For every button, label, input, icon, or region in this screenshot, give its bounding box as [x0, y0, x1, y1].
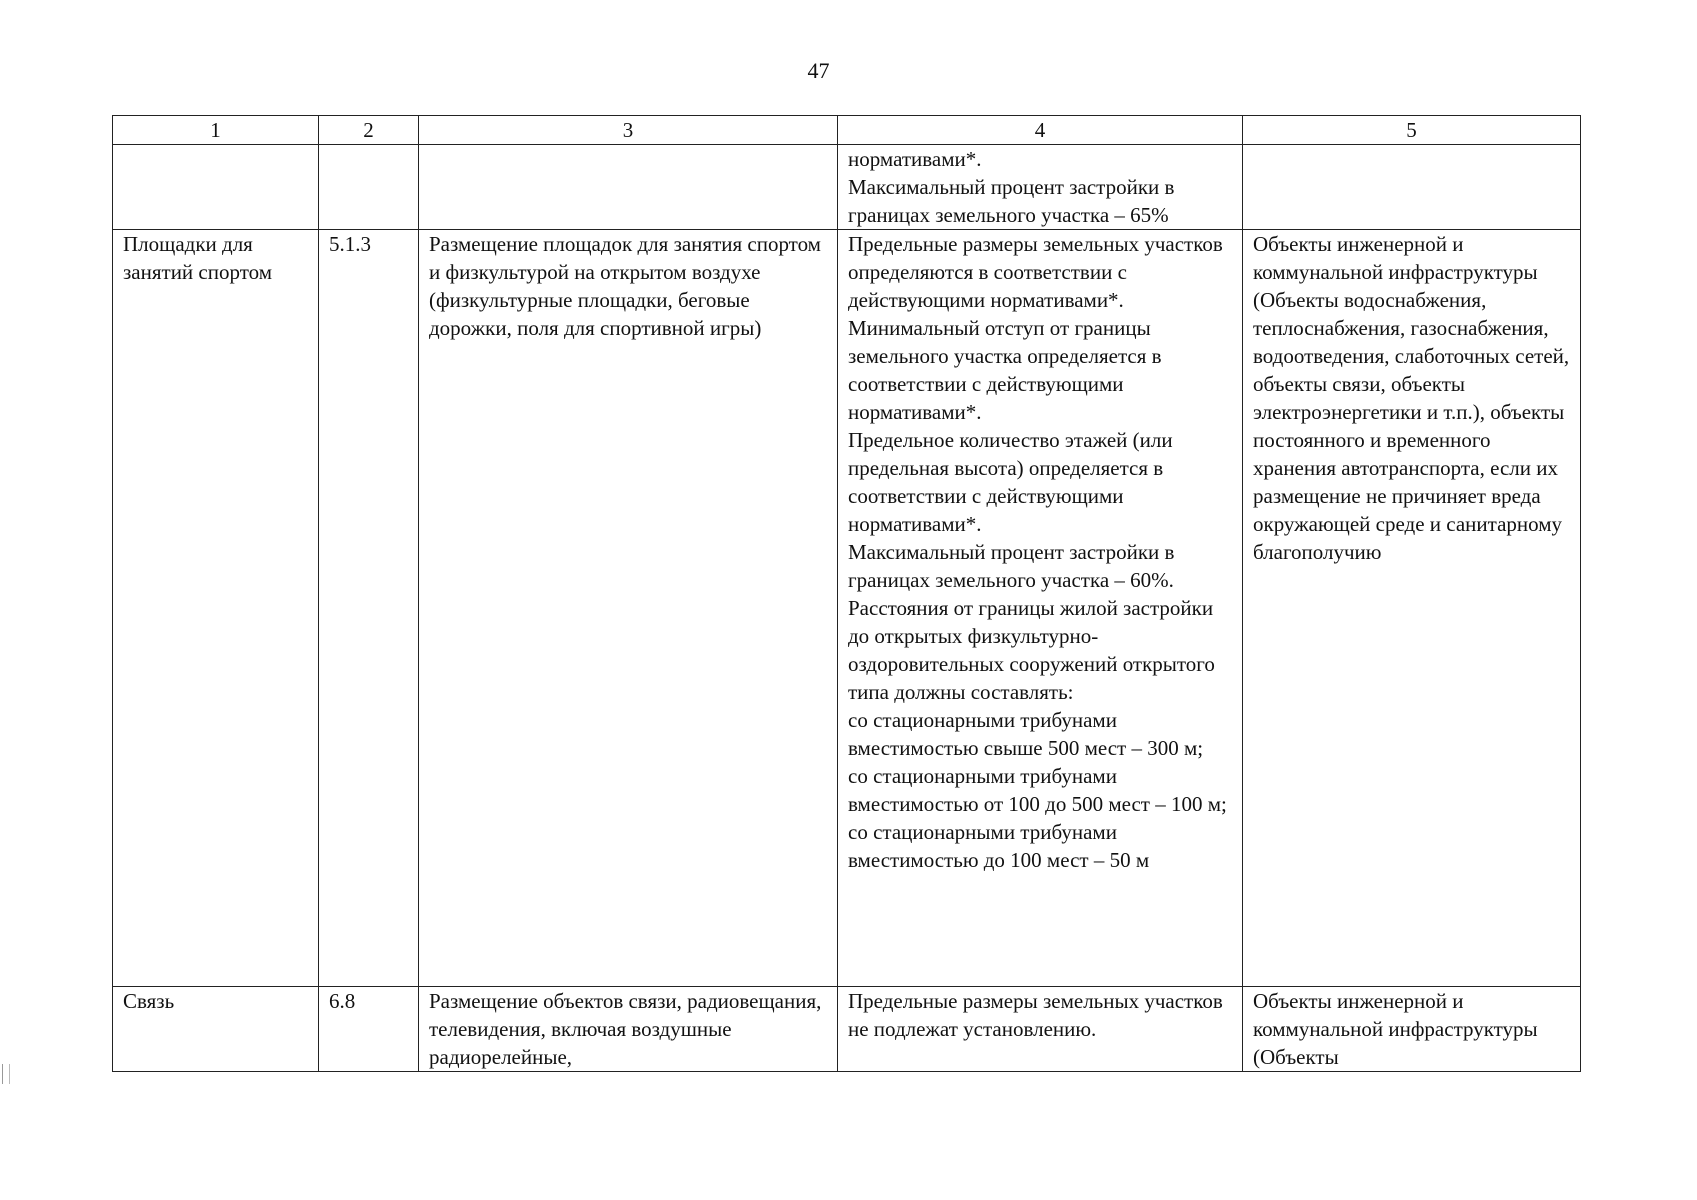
cell-land-use-code: 6.8	[319, 987, 419, 1072]
column-header-5: 5	[1243, 116, 1581, 145]
zoning-table	[112, 115, 1581, 1072]
table-row	[113, 230, 1581, 987]
cell-parameters: нормативами*. Максимальный процент застройки в границах земельного участка – 65%	[838, 145, 1243, 230]
cell-land-use-description	[419, 145, 838, 230]
column-header-2: 2	[319, 116, 419, 145]
header-row	[113, 116, 1581, 145]
cell-land-use-code	[319, 145, 419, 230]
cell-parameters: Предельные размеры земельных участков не подлежат установлению.	[838, 987, 1243, 1072]
cell-land-use-name: Связь	[113, 987, 319, 1072]
page-number-text: 47	[807, 58, 830, 83]
cell-land-use-code: 5.1.3	[319, 230, 419, 987]
table-row	[113, 987, 1581, 1072]
column-header-4: 4	[838, 116, 1243, 145]
cell-land-use-description: Размещение объектов связи, радиовещания, телевидения, включая воздушные радиорелейные,	[419, 987, 838, 1072]
cell-land-use-name	[113, 145, 319, 230]
cell-parameters: Предельные размеры земельных участков определяются в соответствии с действующими нормативами*. Минимальный отступ от границы земельного участка определяется в соответствии с действующими нормативами*. Предельное количество этажей (или предельная высота) определяется в соответствии с действующими нормативами*. Максимальный процент застройки в границах земельного участка – 60%. Расстояния от границы жилой застройки до открытых физкультурно-оздоровительных сооружений открытого типа должны составлять: со стационарными трибунами вместимостью свыше 500 мест – 300 м; со стационарными трибунами вместимостью от 100 до 500 мест – 100 м; со стационарными трибунами вместимостью до 100 мест – 50 м	[838, 230, 1243, 987]
table-row	[113, 145, 1581, 230]
page-number	[0, 58, 1697, 84]
cell-auxiliary-uses: Объекты инженерной и коммунальной инфраструктуры (Объекты водоснабжения, теплоснабжения, газоснабжения, водоотведения, слаботочных сетей, объекты связи, объекты электроэнергетики и т.п.), объекты постоянного и временного хранения автотранспорта, если их размещение не причиняет вреда окружающей среде и санитарному благополучию	[1243, 230, 1581, 987]
cell-land-use-description: Размещение площадок для занятия спортом и физкультурой на открытом воздухе (физкультурные площадки, беговые дорожки, поля для спортивной игры)	[419, 230, 838, 987]
cell-auxiliary-uses	[1243, 145, 1581, 230]
scan-edge-mark	[2, 1064, 10, 1084]
column-header-3: 3	[419, 116, 838, 145]
cell-auxiliary-uses: Объекты инженерной и коммунальной инфраструктуры (Объекты	[1243, 987, 1581, 1072]
column-header-1: 1	[113, 116, 319, 145]
cell-land-use-name: Площадки для занятий спортом	[113, 230, 319, 987]
